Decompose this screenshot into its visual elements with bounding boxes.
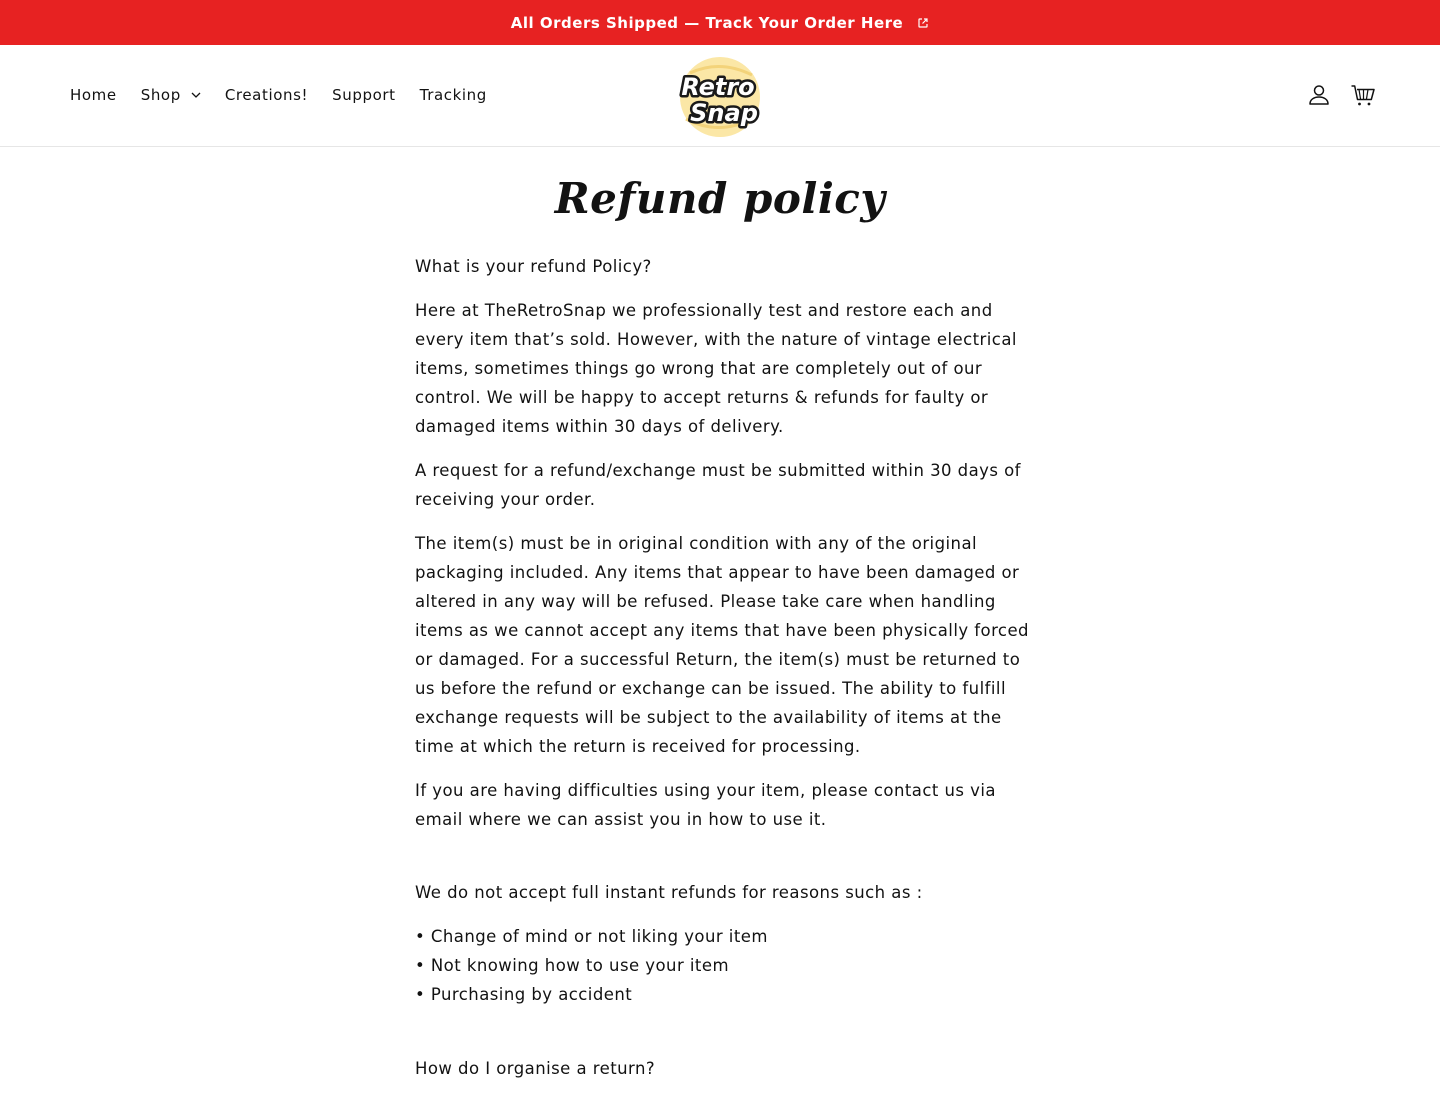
policy-paragraph: Here at TheRetroSnap we professionally test and restore each and every item that’s sold. However, with the nature of vintage electrical items, sometimes things go wrong that are completely out of our control. We will be happy to accept returns & refunds for faulty or damaged items within 30 days of delivery. <box>415 301 1017 436</box>
main-content <box>415 170 1030 1098</box>
nav-label: Support <box>332 86 396 104</box>
policy-paragraph: The item(s) must be in original condition with any of the original packaging included. Any items that appear to have been damaged or altered in any way will be refused. Please take care when handling items as we cannot accept any items that have been physically forced or damaged. For a successful Return, the item(s) must be returned to us before the refund or exchange can be issued. The ability to fulfill exchange requests will be subject to the availability of items at the time at which the return is received for processing. <box>415 534 1029 756</box>
logo-line1: Retro <box>681 73 755 101</box>
policy-paragraph: We do not accept full instant refunds for reasons such as : <box>415 883 923 902</box>
chevron-down-icon <box>191 92 201 98</box>
policy-content <box>415 252 1030 1083</box>
reasons-list <box>415 922 1030 1009</box>
list-item: • Not knowing how to use your item <box>415 956 729 975</box>
nav-label: Tracking <box>419 86 487 104</box>
policy-paragraph: If you are having difficulties using your item, please contact us via email where we can assist you in how to use it. <box>415 781 996 829</box>
main-nav <box>58 45 499 145</box>
retro-snap-logo[interactable] <box>666 53 772 139</box>
list-item: • Change of mind or not liking your item <box>415 927 768 946</box>
nav-item-support[interactable] <box>320 86 408 104</box>
nav-item-creations[interactable] <box>213 86 320 104</box>
site-header <box>0 45 1440 147</box>
spacer <box>415 849 1030 878</box>
policy-paragraph: What is your refund Policy? <box>415 257 652 276</box>
account-icon[interactable] <box>1306 82 1332 108</box>
logo-line2: Snap <box>690 99 758 127</box>
nav-item-home[interactable] <box>58 86 129 104</box>
external-link-icon <box>917 17 929 29</box>
spacer <box>415 1009 1030 1054</box>
nav-item-tracking[interactable] <box>408 86 499 104</box>
nav-label: Shop <box>140 86 181 104</box>
page-title: Refund policy <box>554 174 886 223</box>
announcement-text: All Orders Shipped — Track Your Order Here <box>510 13 904 32</box>
nav-label: Home <box>70 86 117 104</box>
policy-heading: How do I organise a return? <box>415 1059 656 1078</box>
cart-icon[interactable] <box>1350 82 1376 108</box>
nav-label: Creations! <box>224 86 309 104</box>
list-item: • Purchasing by accident <box>415 985 633 1004</box>
header-icons <box>1306 45 1376 145</box>
track-order-link[interactable] <box>511 14 929 32</box>
policy-paragraph: A request for a refund/exchange must be submitted within 30 days of receiving your order. <box>415 461 1021 509</box>
nav-item-shop[interactable] <box>129 86 213 104</box>
announcement-bar <box>0 0 1440 45</box>
